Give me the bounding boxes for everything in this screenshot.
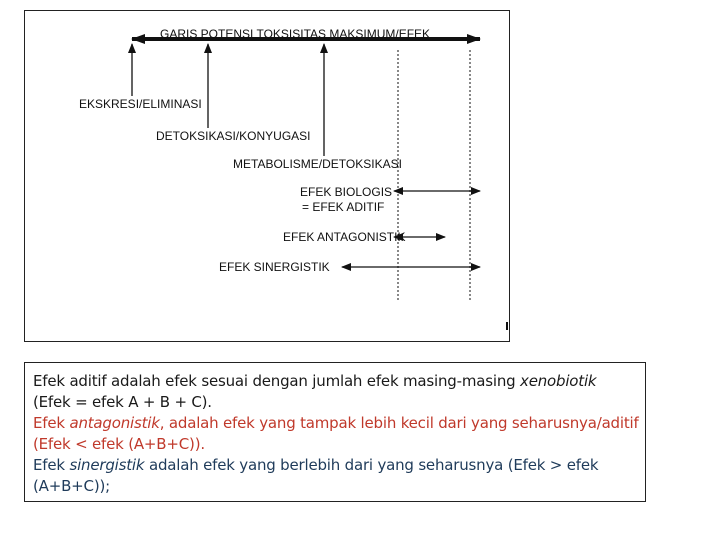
biologis-label-2: = EFEK ADITIF <box>302 200 385 214</box>
caption-box <box>24 362 646 502</box>
sinergistik-label: EFEK SINERGISTIK <box>219 260 330 274</box>
detoksikasi-label: DETOKSIKASI/KONYUGASI <box>156 129 311 143</box>
toxicity-diagram <box>24 10 510 342</box>
antagonistik-label: EFEK ANTAGONISTIK <box>283 230 406 244</box>
max-toxicity-label: GARIS POTENSI TOKSISITAS MAKSIMUM/EFEK <box>160 27 431 41</box>
caption-line-4: (Efek < efek (A+B+C)). <box>33 435 205 453</box>
biologis-label-1: EFEK BIOLOGIS <box>300 185 393 199</box>
caption-line-2: (Efek = efek A + B + C). <box>33 393 212 411</box>
caption-line-5: Efek sinergistik adalah efek yang berlebih dari yang seharusnya (Efek > efek <box>33 456 599 474</box>
caption-line-1: Efek aditif adalah efek sesuai dengan jumlah efek masing-masing xenobiotik <box>33 372 597 390</box>
metabolisme-label: METABOLISME/DETOKSIKASI <box>233 157 402 171</box>
caption-line-6: (A+B+C)); <box>33 477 110 495</box>
ekskresi-label: EKSKRESI/ELIMINASI <box>79 97 202 111</box>
caption-line-3: Efek antagonistik, adalah efek yang tampak lebih kecil dari yang seharusnya/aditif <box>33 414 639 432</box>
